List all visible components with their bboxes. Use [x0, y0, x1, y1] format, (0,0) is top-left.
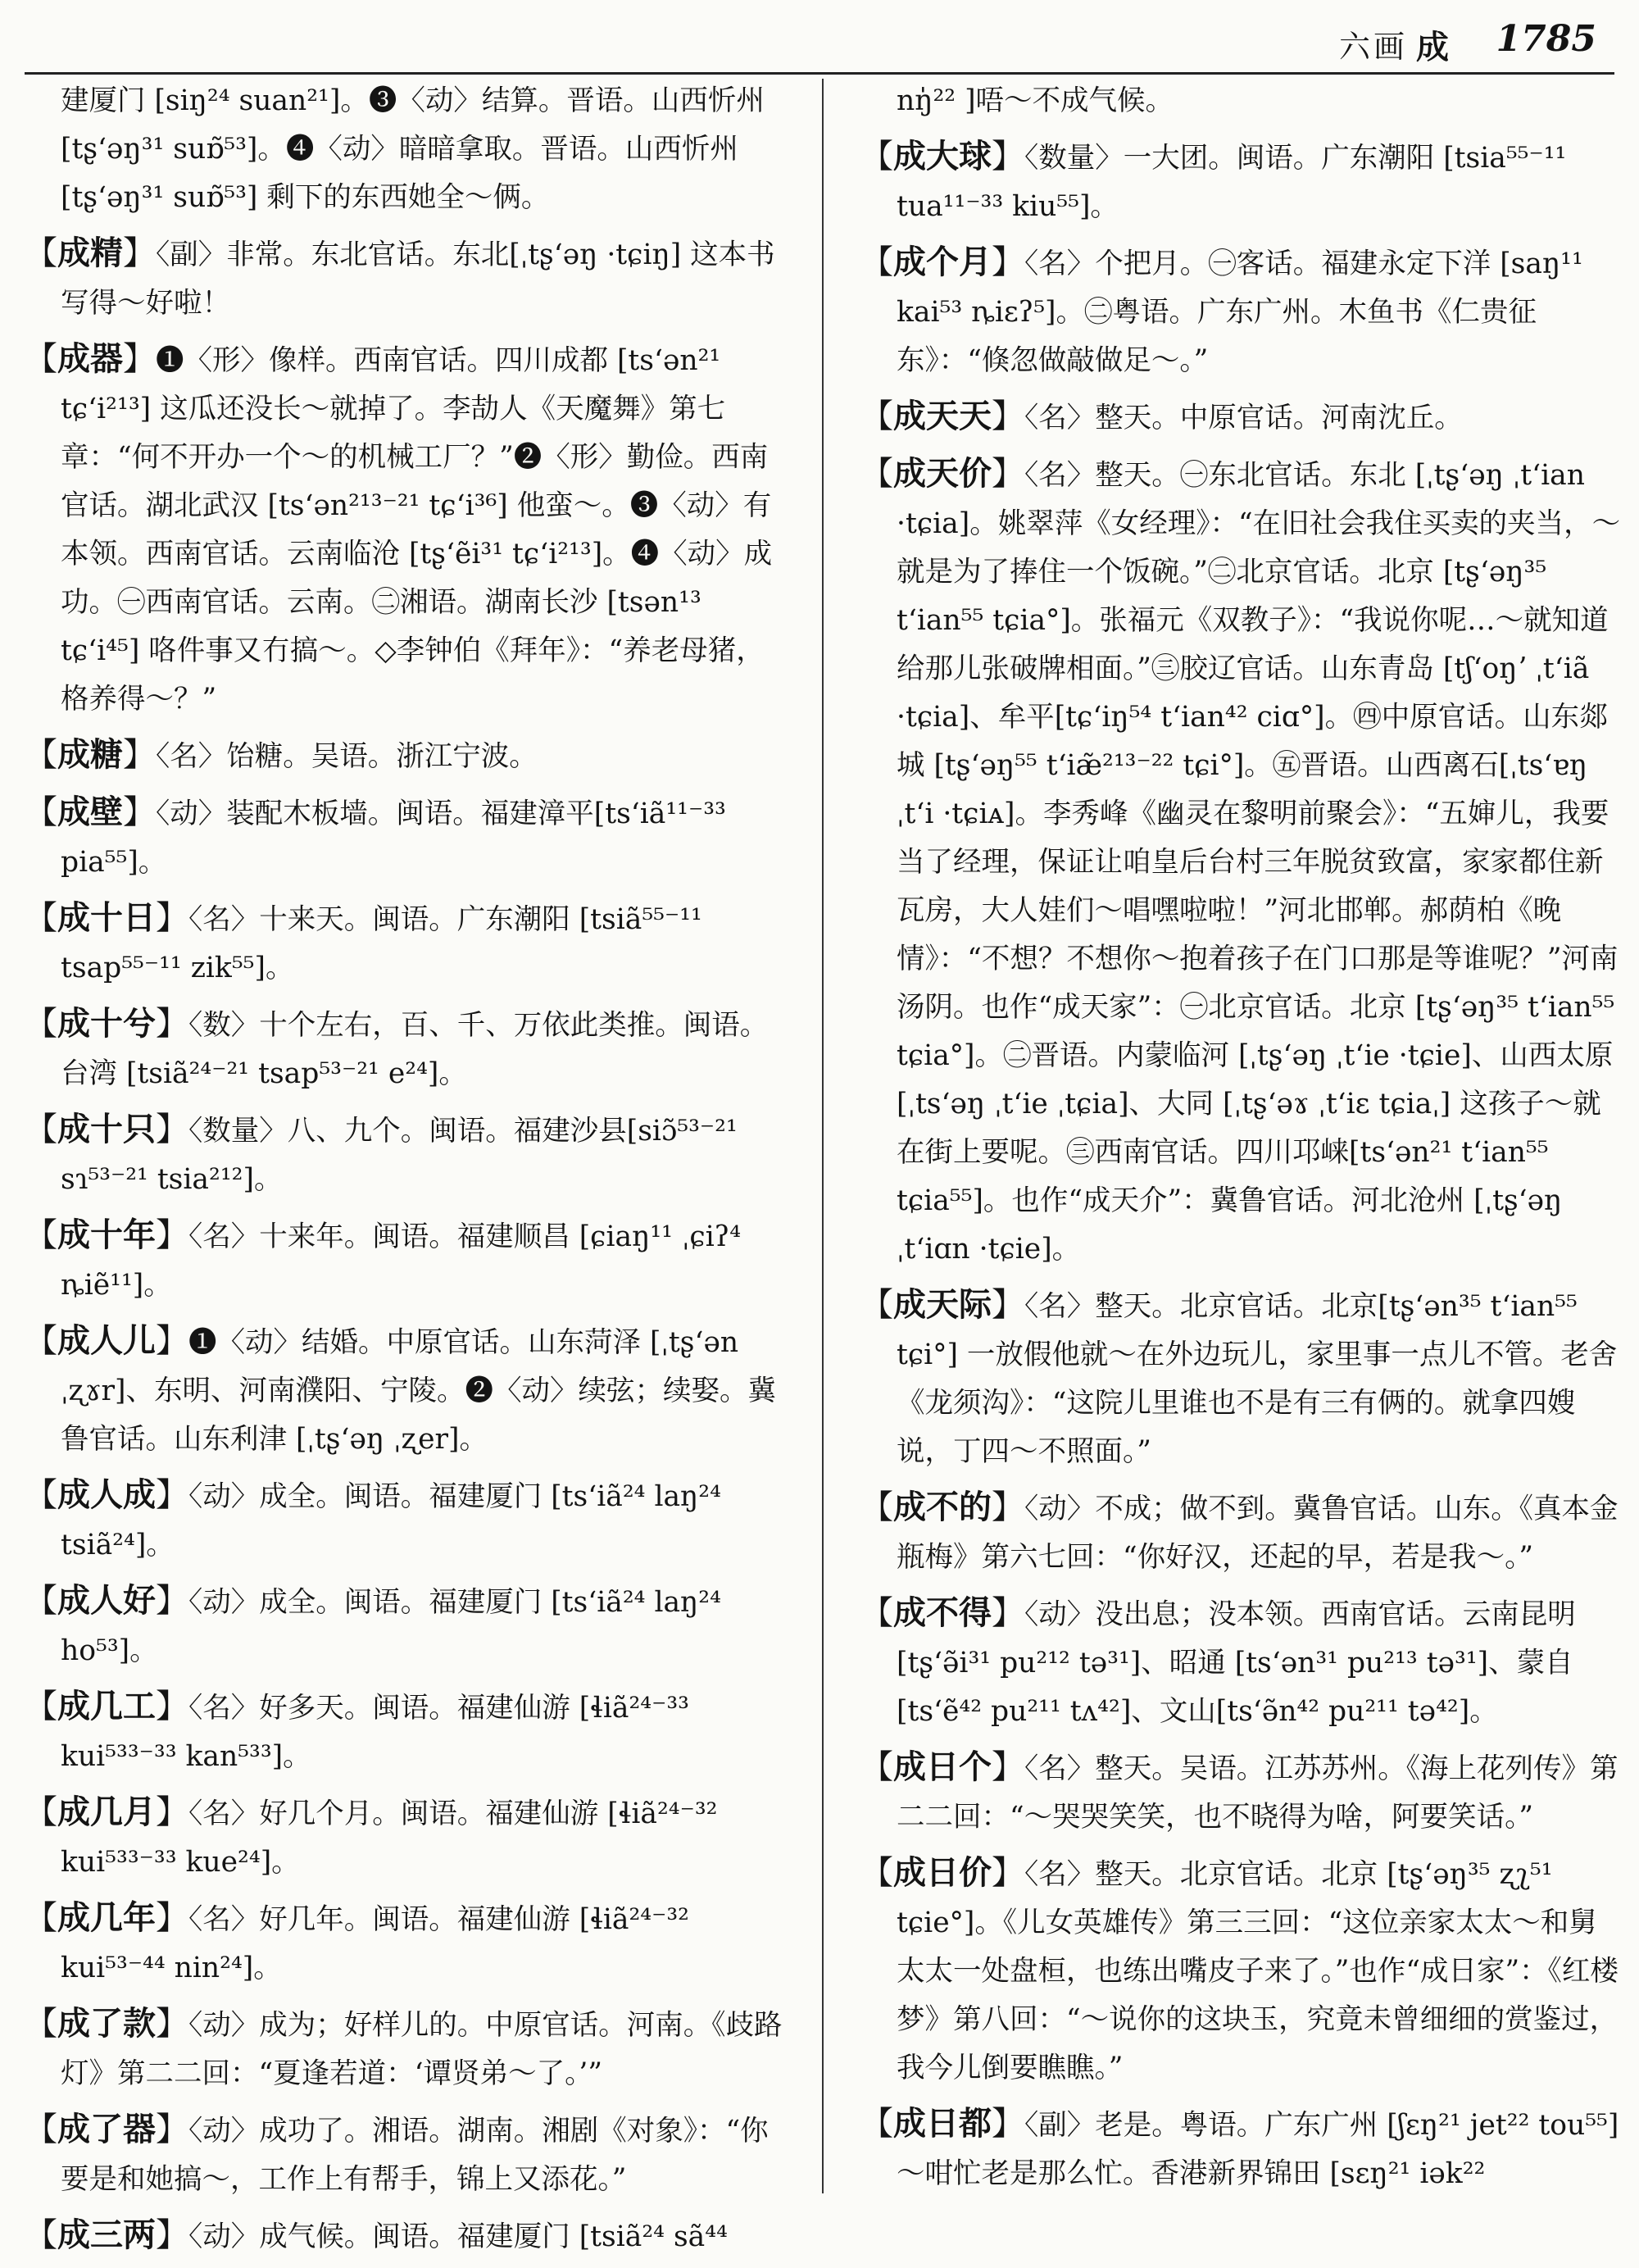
entry-headword: 【成大球】: [860, 137, 1024, 175]
entry-definition: ❶〈动〉结婚。中原官话。山东菏泽 [ˌtʂʻən ˌʐɤr]、东明、河南濮阳、宁陵。❷〈动〉续弦；续娶。冀鲁官话。山东利津 [ˌtʂʻəŋ ˌʐer]。: [61, 1326, 776, 1456]
running-headword: 成: [1416, 28, 1449, 66]
entry-headword: 【成十日】: [25, 898, 188, 937]
entry-headword: 【成器】: [25, 339, 156, 378]
entry-definition: 建厦门 [siŋ²⁴ suan²¹]。❸〈动〉结算。晋语。山西忻州 [tʂʻəŋ³¹ suɒ̃⁵³]。❹〈动〉暗暗拿取。晋语。山西忻州 [tʂʻəŋ³¹ suɒ̃⁵³] 剩下的东西她全～俩。: [61, 84, 765, 214]
entry-definition: 〈数量〉一大团。闽语。广东潮阳 [tsia⁵⁵⁻¹¹ tua¹¹⁻³³ kiu⁵⁵]。: [897, 142, 1567, 223]
dictionary-entry: [25, 999, 785, 1098]
entry-definition: 〈副〉老是。粤语。广东广州 [ʃɛŋ²¹ jet²² tou⁵⁵]～咁忙老是那么忙。香港新界锦田 [sɛŋ²¹ iək²²: [897, 2109, 1619, 2190]
entry-definition: ❶〈形〉像样。西南官话。四川成都 [tsʻən²¹ tɕʻi²¹³] 这瓜还没长～就掉了。李劼人《天魔舞》第七章：“何不开办一个～的机械工厂？”❷〈形〉勤俭。西南官话。湖北武汉 [tsʻən²¹³⁻²¹ tɕʻi³⁶] 他蛮～。❸〈动〉有本领。西南官话。云南临沧 [tʂʻẽi³¹ tɕʻi²¹³]。❹〈动〉成功。㊀西南官话。云南。㊁湘语。湖南长沙 [tsən¹³ tɕʻi⁴⁵] 咯件事又冇搞～。◇李钟伯《拜年》：“养老母猪，格养得～？”: [61, 344, 773, 716]
entry-headword: 【成十兮】: [25, 1004, 188, 1043]
entry-definition: 〈数〉十个左右，百、千、万依此类推。闽语。台湾 [tsiã²⁴⁻²¹ tsap⁵³⁻²¹ e²⁴]。: [61, 1009, 769, 1090]
entry-definition: nŋ̍²² ]唔～不成气候。: [897, 84, 1174, 117]
dictionary-entry: [860, 2099, 1621, 2198]
entry-definition: 〈数量〉八、九个。闽语。福建沙县[siɔ̃⁵³⁻²¹ sɿ⁵³⁻²¹ tsia²¹²]。: [61, 1115, 738, 1196]
entry-definition: 〈动〉成全。闽语。福建厦门 [tsʻiã²⁴ laŋ²⁴ tsiã²⁴]。: [61, 1480, 721, 1561]
entry-headword: 【成人儿】: [25, 1321, 188, 1360]
entry-definition: 〈名〉整天。㊀东北官话。东北 [ˌtʂʻəŋ ˌtʻian ·tɕia]。姚翠萍《女经理》：“在旧社会我住买卖的夹当，～就是为了捧住一个饭碗。”㊁北京官话。北京 [tʂʻəŋ³⁵ tʻian⁵⁵ tɕia°]。张福元《双教子》：“我说你呢…～就知道给那儿张破牌相面。”㊂胶辽官话。山东青岛 [tʃʻoŋʼ ˌtʻiã ·tɕia]、牟平[tɕʻiŋ⁵⁴ tʻian⁴² ciɑ°]。㊃中原官话。山东郯城 [tʂʻəŋ⁵⁵ tʻiæ̃²¹³⁻²² tɕi°]。㊄晋语。山西离石[ˌtsʻɐŋ ˌtʻi ·tɕiᴀ]。李秀峰《幽灵在黎明前聚会》：“五婶儿，我要当了经理，保证让咱皇后台村三年脱贫致富，家家都住新瓦房，大人娃们～唱嘿啦啦！”河北邯郸。郝荫柏《晚情》：“不想？不想你～抱着孩子在门口那是等谁呢？”河南汤阴。也作“成天家”：㊀北京官话。北京 [tʂʻəŋ³⁵ tʻian⁵⁵ tɕia°]。㊁晋语。内蒙临河 [ˌtʂʻəŋ ˌtʻie ·tɕie]、山西太原 [ˌtsʻəŋ ˌtʻie ˌtɕia]、大同 [ˌtʂʻəɤ ˌtʻiɛ tɕiaˌ] 这孩子～就在街上要呢。㊂西南官话。四川邛崃[tsʻən²¹ tʻian⁵⁵ tɕia⁵⁵]。也作“成天介”：冀鲁官话。河北沧州 [ˌtʂʻəŋ ˌtʻiɑn ·tɕie]。: [897, 459, 1621, 1266]
header-rule: [25, 72, 1614, 75]
entry-headword: 【成了器】: [25, 2110, 188, 2148]
entry-headword: 【成三两】: [25, 2216, 188, 2254]
dictionary-entry: [860, 1589, 1621, 1736]
dictionary-entry: [860, 392, 1621, 443]
dictionary-entry: [25, 1999, 785, 2098]
entry-definition: 〈动〉装配木板墙。闽语。福建漳平[tsʻiã¹¹⁻³³ pia⁵⁵]。: [61, 798, 726, 879]
dictionary-entry: [25, 1211, 785, 1310]
entry-definition: 〈名〉好几个月。闽语。福建仙游 [ɬiã²⁴⁻³² kui⁵³³⁻³³ kue²⁴]。: [61, 1798, 718, 1879]
entry-headword: 【成十年】: [25, 1216, 188, 1254]
entry-headword: 【成了款】: [25, 2004, 188, 2043]
entry-definition: 〈名〉好几年。闽语。福建仙游 [ɬiã²⁴⁻³² kui⁵³⁻⁴⁴ nin²⁴]。: [61, 1903, 689, 1984]
left-column: [25, 77, 785, 2268]
entry-headword: 【成不的】: [860, 1488, 1024, 1526]
dictionary-entry: [25, 1893, 785, 1993]
entry-headword: 【成个月】: [860, 243, 1024, 281]
entry-headword: 【成不得】: [860, 1593, 1024, 1632]
entry-headword: 【成日个】: [860, 1748, 1024, 1786]
entry-headword: 【成几工】: [25, 1687, 188, 1725]
dictionary-entry: [25, 2105, 785, 2204]
entry-definition: 〈名〉整天。北京官话。北京 [tʂʻəŋ³⁵ ʐʅ⁵¹ tɕie°]。《儿女英雄传》第三三回：“这位亲家太太～和舅太太一处盘桓，也练出嘴皮子来了。”也作“成日家”：《红楼梦》第八回：“～说你的这块玉，究竟未曾细细的赏鉴过，我今儿倒要瞧瞧。”: [897, 1858, 1619, 2084]
entry-headword: 【成精】: [25, 234, 156, 272]
entry-definition: 〈名〉好多天。闽语。福建仙游 [ɬiã²⁴⁻³³ kui⁵³³⁻³³ kan⁵³³]。: [61, 1692, 689, 1773]
entry-definition: 〈动〉成功了。湘语。湖南。湘剧《对象》：“你要是和她搞～，工作上有帮手，锦上又添花。”: [61, 2115, 769, 2196]
dictionary-entry: [25, 1682, 785, 1781]
dictionary-entry: [25, 77, 785, 222]
dictionary-entry: [860, 1848, 1621, 2093]
dictionary-entry: [860, 1280, 1621, 1476]
dictionary-entry: [25, 730, 785, 781]
entry-definition: 〈动〉没出息；没本领。西南官话。云南昆明[tʂʻə̃i³¹ pu²¹² tə³¹]、昭通 [tsʻən³¹ pu²¹³ tə³¹]、蒙自[tsʻẽ⁴² pu²¹¹ tʌ⁴²]、文山[tsʻə̃n⁴² pu²¹¹ tə⁴²]。: [897, 1598, 1576, 1728]
page-header: [0, 0, 1639, 82]
entry-headword: 【成几月】: [25, 1793, 188, 1831]
entry-definition: 〈副〉非常。东北官话。东北[ˌtʂʻəŋ ·tɕiŋ] 这本书写得～好啦！: [61, 239, 775, 320]
dictionary-entry: [860, 77, 1621, 125]
entry-definition: 〈名〉个把月。㊀客话。福建永定下洋 [saŋ¹¹ kai⁵³ ȵiɛʔ⁵]。㊁粤语。广东广州。木鱼书《仁贵征东》：“倏忽做敲做足～。”: [897, 248, 1583, 377]
dictionary-entry: [860, 132, 1621, 231]
entry-definition: 〈名〉饴糖。吴语。浙江宁波。: [156, 740, 538, 773]
dictionary-entry: [25, 1105, 785, 1204]
entry-headword: 【成十只】: [25, 1110, 188, 1148]
entry-definition: 〈名〉整天。北京官话。北京[tʂʻən³⁵ tʻian⁵⁵ tɕi°] 一放假他就～在外边玩儿，家里事一点儿不管。老舍《龙须沟》：“这院儿里谁也不是有三有俩的。就拿四嫂说，丁四～不照面。”: [897, 1290, 1618, 1468]
column-divider: [822, 79, 824, 2193]
entry-definition: 〈动〉成为；好样儿的。中原官话。河南。《歧路灯》第二二回：“夏逢若道：‘谭贤弟～了。’”: [61, 2009, 783, 2090]
right-column: [860, 77, 1621, 2205]
dictionary-entry: [860, 238, 1621, 385]
dictionary-entry: [25, 2211, 785, 2261]
page-number: 1785: [1496, 18, 1596, 60]
dictionary-entry: [860, 1743, 1621, 1842]
dictionary-entry: [25, 893, 785, 993]
entry-definition: 〈名〉整天。中原官话。河南沈丘。: [1024, 402, 1463, 434]
dictionary-entry: [25, 334, 785, 724]
dictionary-entry: [25, 1470, 785, 1570]
section-label: 六画: [1338, 29, 1408, 65]
entry-headword: 【成糖】: [25, 735, 156, 774]
dictionary-entry: [25, 1788, 785, 1887]
entry-headword: 【成日价】: [860, 1853, 1024, 1892]
entry-definition: 〈名〉十来天。闽语。广东潮阳 [tsiã⁵⁵⁻¹¹ tsap⁵⁵⁻¹¹ zik⁵⁵]。: [61, 903, 702, 984]
entry-definition: 〈动〉不成；做不到。冀鲁官话。山东。《真本金瓶梅》第六七回：“你好汉，还起的早，若是我～。”: [897, 1493, 1619, 1574]
dictionary-entry: [25, 1316, 785, 1464]
dictionary-entry: [860, 449, 1621, 1274]
entry-headword: 【成天际】: [860, 1285, 1024, 1324]
entry-definition: 〈名〉十来年。闽语。福建顺昌 [ɕiaŋ¹¹ ˌɕiʔ⁴ ȵiẽ¹¹]。: [61, 1220, 742, 1302]
entry-headword: 【成日都】: [860, 2104, 1024, 2143]
entry-headword: 【成人成】: [25, 1475, 188, 1514]
dictionary-entry: [860, 1483, 1621, 1582]
dictionary-entry: [25, 1576, 785, 1675]
entry-headword: 【成几年】: [25, 1898, 188, 1937]
entry-definition: 〈动〉成气候。闽语。福建厦门 [tsiã²⁴ sã⁴⁴: [188, 2220, 728, 2253]
entry-definition: 〈名〉整天。吴语。江苏苏州。《海上花列传》第二二回：“～哭哭笑笑，也不晓得为啥，阿要笑话。”: [897, 1752, 1619, 1834]
dictionary-entry: [25, 788, 785, 887]
entry-headword: 【成天价】: [860, 454, 1024, 493]
dictionary-entry: [25, 229, 785, 328]
entry-headword: 【成人好】: [25, 1581, 188, 1620]
entry-definition: 〈动〉成全。闽语。福建厦门 [tsʻiã²⁴ laŋ²⁴ ho⁵³]。: [61, 1586, 721, 1667]
entry-headword: 【成天天】: [860, 397, 1024, 435]
entry-headword: 【成壁】: [25, 793, 156, 831]
